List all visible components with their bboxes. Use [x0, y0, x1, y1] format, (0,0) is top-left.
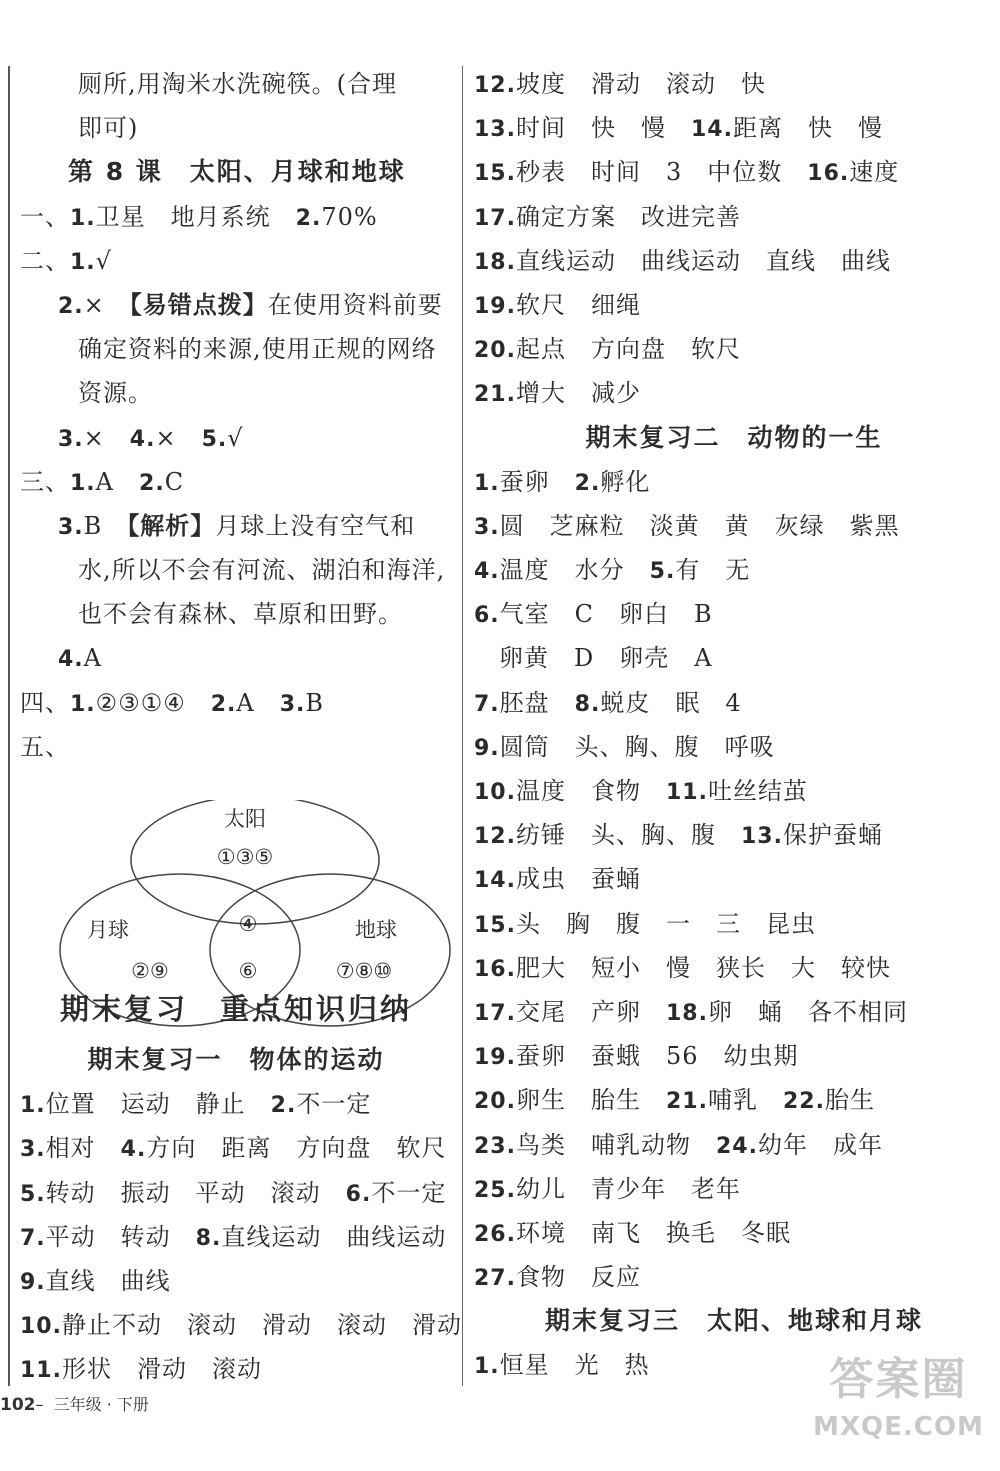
answer-line: 1.恒星 光 热 [474, 1351, 650, 1380]
answer-line: 15.秒表 时间 3 中位数 16.速度 [474, 158, 900, 187]
answer-line: 18.直线运动 曲线运动 直线 曲线 [474, 246, 891, 275]
answer-line: 3.圆 芝麻粒 淡黄 黄 灰绿 紫黑 [474, 511, 900, 540]
venn-center-item: ④ [238, 912, 258, 936]
venn-moon-items: ②⑨ [131, 959, 169, 983]
answer-line: 5.转动 振动 平动 滚动 6.不一定 [20, 1178, 447, 1207]
answer-line: 五、 [20, 732, 70, 761]
venn-earth-items: ⑦⑧⑩ [335, 959, 393, 983]
page-number: 102 [0, 1395, 36, 1415]
answer-line: 15.头 胸 腹 一 三 昆虫 [474, 909, 816, 938]
answer-line: 卵黄 D 卵壳 A [499, 644, 713, 673]
answer-line: 水,所以不会有河流、湖泊和海洋, [78, 556, 446, 585]
review1-title: 期末复习一 物体的运动 [87, 1045, 385, 1074]
answer-line: 20.起点 方向盘 软尺 [474, 335, 741, 364]
answer-line: 10.温度 食物 11.吐丝结茧 [474, 777, 808, 805]
answer-line: 3.相对 4.方向 距离 方向盘 软尺 [20, 1134, 447, 1163]
answer-line: 2.× 【易错点拨】在使用资料前要 [58, 290, 443, 319]
answer-line: 25.幼儿 青少年 老年 [474, 1174, 741, 1203]
answer-line: 6.气室 C 卵白 B [474, 600, 713, 629]
answer-line: 26.环境 南飞 换毛 冬眠 [474, 1218, 791, 1247]
watermark [811, 1350, 986, 1444]
venn-label-sun: 太阳 [224, 807, 266, 831]
watermark-url: MXQE.COM [813, 1412, 984, 1442]
answer-line: 3.× 4.× 5.√ [58, 423, 244, 452]
answer-line: 9.直线 曲线 [20, 1266, 171, 1295]
venn-label-moon: 月球 [87, 918, 129, 942]
review2-title: 期末复习二 动物的一生 [585, 422, 883, 452]
answer-line: 16.肥大 短小 慢 狭长 大 较快 [474, 953, 891, 982]
answer-line: 13.时间 快 慢 14.距离 快 慢 [474, 114, 883, 143]
answer-line: 四、1.②③①④ 2.A 3.B [20, 688, 325, 717]
answer-line: 资源。 [78, 379, 153, 408]
answer-line: 1.位置 运动 静止 2.不一定 [20, 1090, 372, 1119]
answer-line: 21.增大 减少 [474, 379, 641, 408]
answer-line: 10.静止不动 滚动 滑动 滚动 滑动 [20, 1311, 462, 1340]
left-margin-rule [8, 66, 10, 1386]
answer-line: 1.蚕卵 2.孵化 [474, 467, 651, 496]
answer-line: 20.卵生 胎生 21.哺乳 22.胎生 [474, 1086, 875, 1115]
answer-line: 27.食物 反应 [474, 1263, 641, 1292]
continued-line: 厕所,用淘米水洗碗筷。(合理 [78, 70, 397, 98]
grade-label: 三年级 · 下册 [53, 1395, 149, 1414]
answer-line: 9.圆筒 头、胸、腹 呼吸 [474, 732, 775, 761]
answer-line: 7.胚盘 8.蜕皮 眠 4 [474, 688, 742, 717]
page-footer: 102– 三年级 · 下册 [0, 1395, 149, 1415]
answer-line: 12.纺锤 头、胸、腹 13.保护蚕蛹 [474, 821, 883, 850]
answer-line: 23.鸟类 哺乳动物 24.幼年 成年 [474, 1130, 883, 1159]
answer-line: 19.蚕卵 蚕蛾 56 幼虫期 [474, 1042, 799, 1071]
answer-line: 3.B 【解析】月球上没有空气和 [58, 511, 416, 540]
answer-line: 11.形状 滑动 滚动 [20, 1355, 262, 1384]
answer-line: 7.平动 转动 8.直线运动 曲线运动 [20, 1222, 447, 1251]
answer-line: 17.确定方案 改进完善 [474, 202, 741, 231]
section-title: 期末复习 重点知识归纳 [59, 992, 412, 1026]
analysis-tag: 【解析】 [127, 511, 216, 540]
watermark-logo: 答案圈 [829, 1354, 968, 1405]
answer-line: 也不会有森林、草原和田野。 [78, 600, 403, 629]
column-divider [462, 66, 463, 1386]
venn-moon-earth-item: ⑥ [238, 959, 258, 983]
answer-line: 三、1.A 2.C [20, 467, 185, 496]
answer-line: 一、1.卫星 地月系统 2.70% [20, 202, 378, 231]
answer-line: 19.软尺 细绳 [474, 290, 641, 319]
answer-line: 4.A [58, 644, 103, 673]
continued-line: 即可) [78, 114, 139, 143]
answer-line: 4.温度 水分 5.有 无 [474, 556, 751, 585]
left-column [20, 62, 462, 1384]
answer-line: 二、1.√ [20, 246, 112, 275]
tip-tag: 【易错点拨】 [129, 290, 268, 319]
answer-line: 17.交尾 产卵 18.卵 蛹 各不相同 [474, 997, 908, 1026]
right-column [474, 62, 994, 1388]
answer-line: 12.坡度 滑动 滚动 快 [474, 70, 766, 98]
venn-label-earth: 地球 [355, 918, 397, 942]
venn-sun-items: ①③⑤ [216, 845, 274, 869]
answer-line: 确定资料的来源,使用正规的网络 [78, 335, 437, 364]
lesson-title: 第 8 课 太阳、月球和地球 [68, 157, 406, 187]
answer-line: 14.成虫 蚕蛹 [474, 865, 641, 894]
review3-title: 期末复习三 太阳、地球和月球 [544, 1306, 923, 1336]
